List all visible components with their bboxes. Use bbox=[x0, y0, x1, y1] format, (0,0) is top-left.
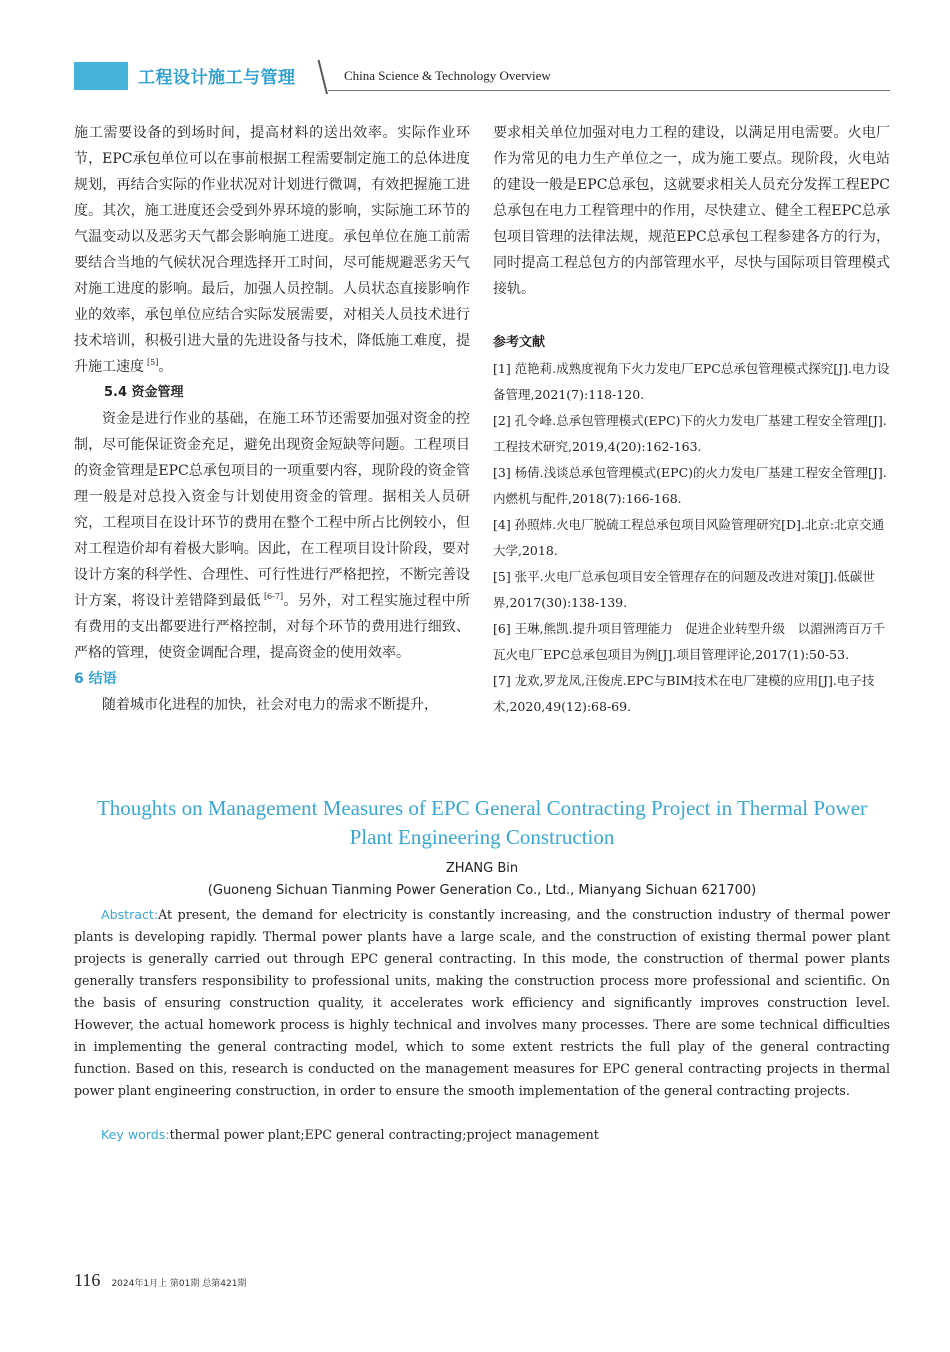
english-abstract: Abstract:At present, the demand for electricity is constantly increasing, and the construction industry of thermal power plants is developing rapidly. Thermal power plants have a large scale, and the construction of existing thermal power plant projects is generally carried out through EPC general contracting. In this mode, the construction of thermal power plants generally transfers responsibility to professional units, making the construction process more professional and scientific. On the basis of ensuring construction quality, it accelerates work efficiency and significantly improves construction level. However, the actual homework process is highly technical and involves many processes. There are some technical difficulties in implementing the general contracting model, which to some extent restricts the full play of the general contracting function. Based on this, research is conducted on the management measures for EPC general contracting projects in thermal power plant engineering construction, in order to ensure the smooth implementation of the general contracting projects. bbox=[74, 907, 890, 1098]
page-footer bbox=[74, 1270, 246, 1291]
body-paragraph: 资金是进行作业的基础，在施工环节还需要加强对资金的控制，尽可能保证资金充足，避免出现资金短缺等问题。工程项目的资金管理是EPC总承包项目的一项重要内容，现阶段的资金管理一般是对总投入资金与计划使用资金的管理。据相关人员研究，工程项目在设计环节的费用在整个工程中所占比例较小，但对工程造价却有着极大影响。因此，在工程项目设计阶段，要对设计方案的科学性、合理性、可行性进行严格把控，不断完善设计方案，将设计差错降到最低 [6-7]。另外，对工程实施过程中所有费用的支出都要进行严格控制，对每个环节的费用进行细致、严格的管理，使资金调配合理，提高资金的使用效率。 bbox=[74, 411, 470, 661]
header-color-block bbox=[74, 62, 128, 90]
reference-item: [5] 张平.火电厂总承包项目安全管理存在的问题及改进对策[J].低碳世界,2017(30):138-139. bbox=[493, 569, 875, 610]
header-rule bbox=[328, 90, 890, 91]
reference-item: [6] 王琳,熊凯.提升项目管理能力 促进企业转型升级 以湄洲湾百万千瓦火电厂EPC总承包项目为例[J].项目管理评论,2017(1):50-53. bbox=[493, 621, 886, 662]
references-heading: 参考文献 bbox=[493, 335, 546, 350]
section-heading-5-4: 5.4 资金管理 bbox=[104, 385, 184, 400]
reference-item: [3] 杨倩.浅谈总承包管理模式(EPC)的火力发电厂基建工程安全管理[J].内燃机与配件,2018(7):166-168. bbox=[493, 465, 887, 506]
keywords-label: Key words: bbox=[101, 1127, 170, 1142]
left-column bbox=[74, 120, 470, 718]
english-title: Thoughts on Management Measures of EPC General Contracting Project in Thermal Power Plant Engineering Construction bbox=[96, 796, 868, 849]
body-paragraph: 施工需要设备的到场时间，提高材料的送出效率。实际作业环节，EPC承包单位可以在事前根据工程需要制定施工的总体进度规划，再结合实际的作业状况对计划进行微调，有效把握施工进度。其次，施工进度还会受到外界环境的影响，实际施工环节的气温变动以及恶劣天气都会影响施工进度。承包单位在施工前需要结合当地的气候状况合理选择开工时间，尽可能规避恶劣天气对施工进度的影响。最后，加强人员控制。人员状态直接影响作业的效率，承包单位应结合实际发展需要，对相关人员技术进行技术培训，积极引进大量的先进设备与技术，降低施工难度，提升施工速度 [5]。 bbox=[74, 125, 470, 375]
citation: [6-7] bbox=[263, 592, 284, 602]
journal-name: China Science & Technology Overview bbox=[344, 68, 551, 83]
english-keywords: Key words:thermal power plant;EPC general contracting;project management bbox=[101, 1127, 599, 1142]
reference-item: [2] 孔令峰.总承包管理模式(EPC)下的火力发电厂基建工程安全管理[J].工程技术研究,2019,4(20):162-163. bbox=[493, 413, 887, 454]
header-divider-slash bbox=[318, 60, 328, 94]
page-header bbox=[74, 62, 890, 92]
reference-list bbox=[493, 356, 890, 720]
reference-item: [7] 龙欢,罗龙凤,汪俊虎.EPC与BIM技术在电厂建模的应用[J].电子技术,2020,49(12):68-69. bbox=[493, 673, 875, 714]
body-paragraph: 要求相关单位加强对电力工程的建设，以满足用电需要。火电厂作为常见的电力生产单位之一，成为施工要点。现阶段，火电站的建设一般是EPC总承包，这就要求相关人员充分发挥工程EPC总承包在电力工程管理中的作用，尽快建立、健全工程EPC总承包项目管理的法律法规，规范EPC总承包工程参建各方的行为，同时提高工程总包方的内部管理水平，尽快与国际项目管理模式接轨。 bbox=[493, 125, 890, 297]
english-affiliation: (Guoneng Sichuan Tianming Power Generation Co., Ltd., Mianyang Sichuan 621700) bbox=[207, 883, 757, 898]
journal-section-title: 工程设计施工与管理 bbox=[138, 68, 296, 88]
body-paragraph: 随着城市化进程的加快，社会对电力的需求不断提升， bbox=[102, 697, 438, 713]
reference-item: [4] 孙照炜.火电厂脱硫工程总承包项目风险管理研究[D].北京:北京交通大学,2018. bbox=[493, 517, 885, 558]
right-column bbox=[493, 120, 890, 720]
citation: [5] bbox=[147, 358, 159, 368]
reference-item: [1] 范艳莉.成熟度视角下火力发电厂EPC总承包管理模式探究[J].电力设备管理,2021(7):118-120. bbox=[493, 361, 890, 402]
english-author: ZHANG Bin bbox=[445, 861, 519, 876]
issue-info: 2024年1月上 第01期 总第421期 bbox=[111, 1279, 247, 1289]
abstract-label: Abstract: bbox=[101, 907, 159, 922]
page-number: 116 bbox=[74, 1270, 101, 1290]
section-heading-6: 6 结语 bbox=[74, 671, 117, 687]
